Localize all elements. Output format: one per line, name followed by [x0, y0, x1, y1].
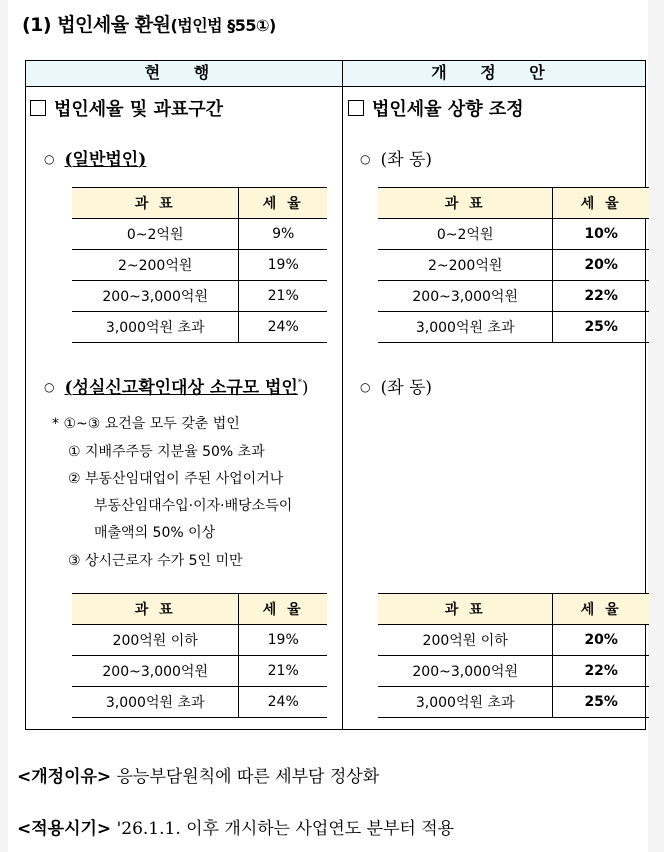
column-header-tax-rate: 세 율: [239, 188, 327, 219]
proposed-general-rate-table: [378, 187, 649, 343]
table-row: 2~200억원 19%: [72, 250, 327, 281]
requirement-item: ③ 상시근로자 수가 5인 미만: [68, 553, 243, 569]
column-header-tax-rate: 세 율: [553, 188, 649, 219]
table-row: 200~3,000억원 22%: [378, 281, 649, 312]
section-reference: (법인법 §55①): [170, 16, 276, 35]
current-heading: 법인세율 및 과표구간: [30, 95, 223, 121]
circle-bullet-icon: ○: [360, 380, 371, 394]
requirement-item: ① 지배주주등 지분율 50% 초과: [68, 444, 265, 460]
table-row: 3,000억원 초과 25%: [378, 687, 649, 718]
requirement-item-continued: 부동산임대수입·이자·배당소득이: [94, 498, 293, 514]
column-divider: [342, 61, 343, 729]
comparison-header-row: [26, 61, 645, 87]
amendment-reason: [17, 762, 379, 787]
proposed-small-corp-bullet: ○ (좌 동): [360, 378, 432, 398]
column-header-tax-base: 과 표: [378, 188, 553, 219]
current-small-corp-bullet: ○ (성실신고확인대상 소규모 법인*): [44, 378, 309, 398]
proposed-heading: 법인세율 상향 조정: [348, 95, 524, 121]
table-row: 3,000억원 초과 24%: [72, 687, 327, 718]
circle-bullet-icon: ○: [44, 380, 55, 394]
table-row: 3,000억원 초과 24%: [72, 312, 327, 343]
current-general-bullet: ○ (일반법인): [44, 150, 147, 170]
proposed-general-bullet: ○ (좌 동): [360, 150, 432, 170]
requirement-item: ② 부동산임대업이 주된 사업이거나: [68, 471, 284, 487]
current-general-rate-table: [72, 187, 327, 343]
effective-date: [17, 814, 454, 839]
empty-square-icon: [348, 100, 364, 116]
table-row: 200~3,000억원 21%: [72, 656, 327, 687]
effective-date-text: '26.1.1. 이후 개시하는 사업연도 분부터 적용: [116, 819, 455, 839]
requirement-note: * ①~③ 요건을 모두 갖춘 법인: [52, 416, 240, 432]
circle-bullet-icon: ○: [44, 152, 55, 166]
current-small-corp-rate-table: [72, 593, 327, 718]
circle-bullet-icon: ○: [360, 152, 371, 166]
column-header-tax-rate: 세 율: [239, 594, 327, 625]
table-row: 0~2억원 10%: [378, 219, 649, 250]
requirement-item-continued: 매출액의 50% 이상: [94, 525, 216, 541]
comparison-table: [25, 60, 646, 730]
header-proposed: 개 정 안: [431, 63, 559, 82]
table-row: 200억원 이하 19%: [72, 625, 327, 656]
amendment-reason-label: <개정이유>: [17, 767, 112, 787]
table-row: 3,000억원 초과 25%: [378, 312, 649, 343]
table-row: 200~3,000억원 22%: [378, 656, 649, 687]
document-page: [8, 0, 648, 852]
section-title: (1) 법인세율 환원(법인법 §55①): [22, 14, 276, 36]
table-row: 0~2억원 9%: [72, 219, 327, 250]
column-header-tax-base: 과 표: [72, 188, 239, 219]
amendment-reason-text: 응능부담원칙에 따른 세부담 정상화: [116, 767, 380, 787]
table-row: 2~200억원 20%: [378, 250, 649, 281]
footnote-mark: *: [297, 378, 302, 387]
column-header-tax-rate: 세 율: [553, 594, 649, 625]
column-header-tax-base: 과 표: [378, 594, 553, 625]
table-row: 200억원 이하 20%: [378, 625, 649, 656]
header-current: 현 행: [144, 63, 224, 82]
effective-date-label: <적용시기>: [17, 819, 112, 839]
column-header-tax-base: 과 표: [72, 594, 239, 625]
empty-square-icon: [30, 100, 46, 116]
proposed-small-corp-rate-table: [378, 593, 649, 718]
table-row: 200~3,000억원 21%: [72, 281, 327, 312]
